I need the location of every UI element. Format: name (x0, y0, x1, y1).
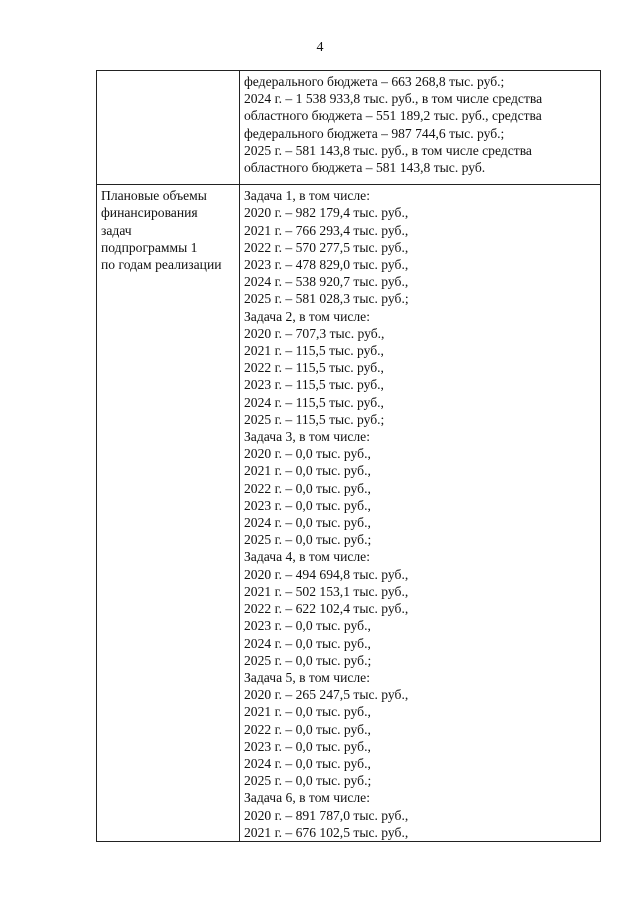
label-line: по годам реализации (101, 257, 222, 273)
text-line: 2023 г. – 0,0 тыс. руб., (244, 738, 371, 754)
row-label-cell (97, 71, 240, 185)
text-line: федерального бюджета – 987 744,6 тыс. руб.; (244, 125, 505, 141)
table-row (97, 71, 601, 185)
text-line: 2021 г. – 676 102,5 тыс. руб., (244, 824, 409, 840)
row-label-cell (97, 185, 240, 842)
text-line: 2022 г. – 0,0 тыс. руб., (244, 480, 371, 496)
text-line: 2022 г. – 0,0 тыс. руб., (244, 721, 371, 737)
text-line: федерального бюджета – 663 268,8 тыс. руб.; (244, 74, 505, 89)
text-line: 2024 г. – 538 920,7 тыс. руб., (244, 274, 409, 290)
text-line: областного бюджета – 551 189,2 тыс. руб., средства (244, 108, 542, 124)
text-line: 2025 г. – 0,0 тыс. руб.; (244, 652, 372, 668)
text-line: Задача 1, в том числе: (244, 188, 370, 204)
label-line: финансирования (101, 205, 198, 221)
text-line: 2020 г. – 265 247,5 тыс. руб., (244, 687, 409, 703)
text-line: 2020 г. – 982 179,4 тыс. руб., (244, 205, 409, 221)
text-line: 2022 г. – 115,5 тыс. руб., (244, 360, 384, 376)
text-line: Задача 2, в том числе: (244, 308, 370, 324)
label-line: задач (101, 222, 132, 238)
text-line: 2024 г. – 1 538 933,8 тыс. руб., в том числе средства (244, 91, 543, 107)
text-line: 2020 г. – 891 787,0 тыс. руб., (244, 807, 409, 823)
text-line: 2022 г. – 622 102,4 тыс. руб., (244, 601, 409, 617)
text-line: 2021 г. – 766 293,4 тыс. руб., (244, 222, 409, 238)
page-number: 4 (316, 40, 324, 55)
text-line: 2021 г. – 0,0 тыс. руб., (244, 463, 371, 479)
text-line: 2024 г. – 0,0 тыс. руб., (244, 515, 371, 531)
text-line: 2021 г. – 502 153,1 тыс. руб., (244, 583, 409, 599)
text-line: 2021 г. – 0,0 тыс. руб., (244, 704, 371, 720)
text-line: 2025 г. – 0,0 тыс. руб.; (244, 773, 372, 789)
text-line: 2023 г. – 0,0 тыс. руб., (244, 618, 371, 634)
label-line: Плановые объемы (101, 188, 207, 204)
funding-table (96, 70, 601, 842)
text-line: Задача 5, в том числе: (244, 669, 370, 685)
table-row (97, 185, 601, 842)
text-line: 2024 г. – 0,0 тыс. руб., (244, 635, 371, 651)
text-line: 2022 г. – 570 277,5 тыс. руб., (244, 239, 409, 255)
text-line: 2025 г. – 581 028,3 тыс. руб.; (244, 291, 409, 307)
text-line: 2020 г. – 494 694,8 тыс. руб., (244, 566, 409, 582)
text-line: 2023 г. – 478 829,0 тыс. руб., (244, 257, 409, 273)
text-line: 2025 г. – 0,0 тыс. руб.; (244, 532, 372, 548)
text-line: Задача 3, в том числе: (244, 429, 370, 445)
text-line: 2025 г. – 115,5 тыс. руб.; (244, 411, 385, 427)
label-line: подпрограммы 1 (101, 239, 198, 255)
text-line: 2021 г. – 115,5 тыс. руб., (244, 343, 384, 359)
text-line: 2025 г. – 581 143,8 тыс. руб., в том числе средства (244, 142, 532, 158)
text-line: 2020 г. – 0,0 тыс. руб., (244, 446, 371, 462)
text-line: 2023 г. – 115,5 тыс. руб., (244, 377, 384, 393)
text-line: 2023 г. – 0,0 тыс. руб., (244, 497, 371, 513)
row-value-cell (240, 71, 601, 185)
text-line: 2020 г. – 707,3 тыс. руб., (244, 325, 385, 341)
text-line: 2024 г. – 0,0 тыс. руб., (244, 755, 371, 771)
text-line: 2024 г. – 115,5 тыс. руб., (244, 394, 384, 410)
row-value-cell (240, 185, 601, 842)
text-line: Задача 6, в том числе: (244, 790, 370, 806)
text-line: Задача 4, в том числе: (244, 549, 370, 565)
text-line: областного бюджета – 581 143,8 тыс. руб. (244, 160, 486, 176)
